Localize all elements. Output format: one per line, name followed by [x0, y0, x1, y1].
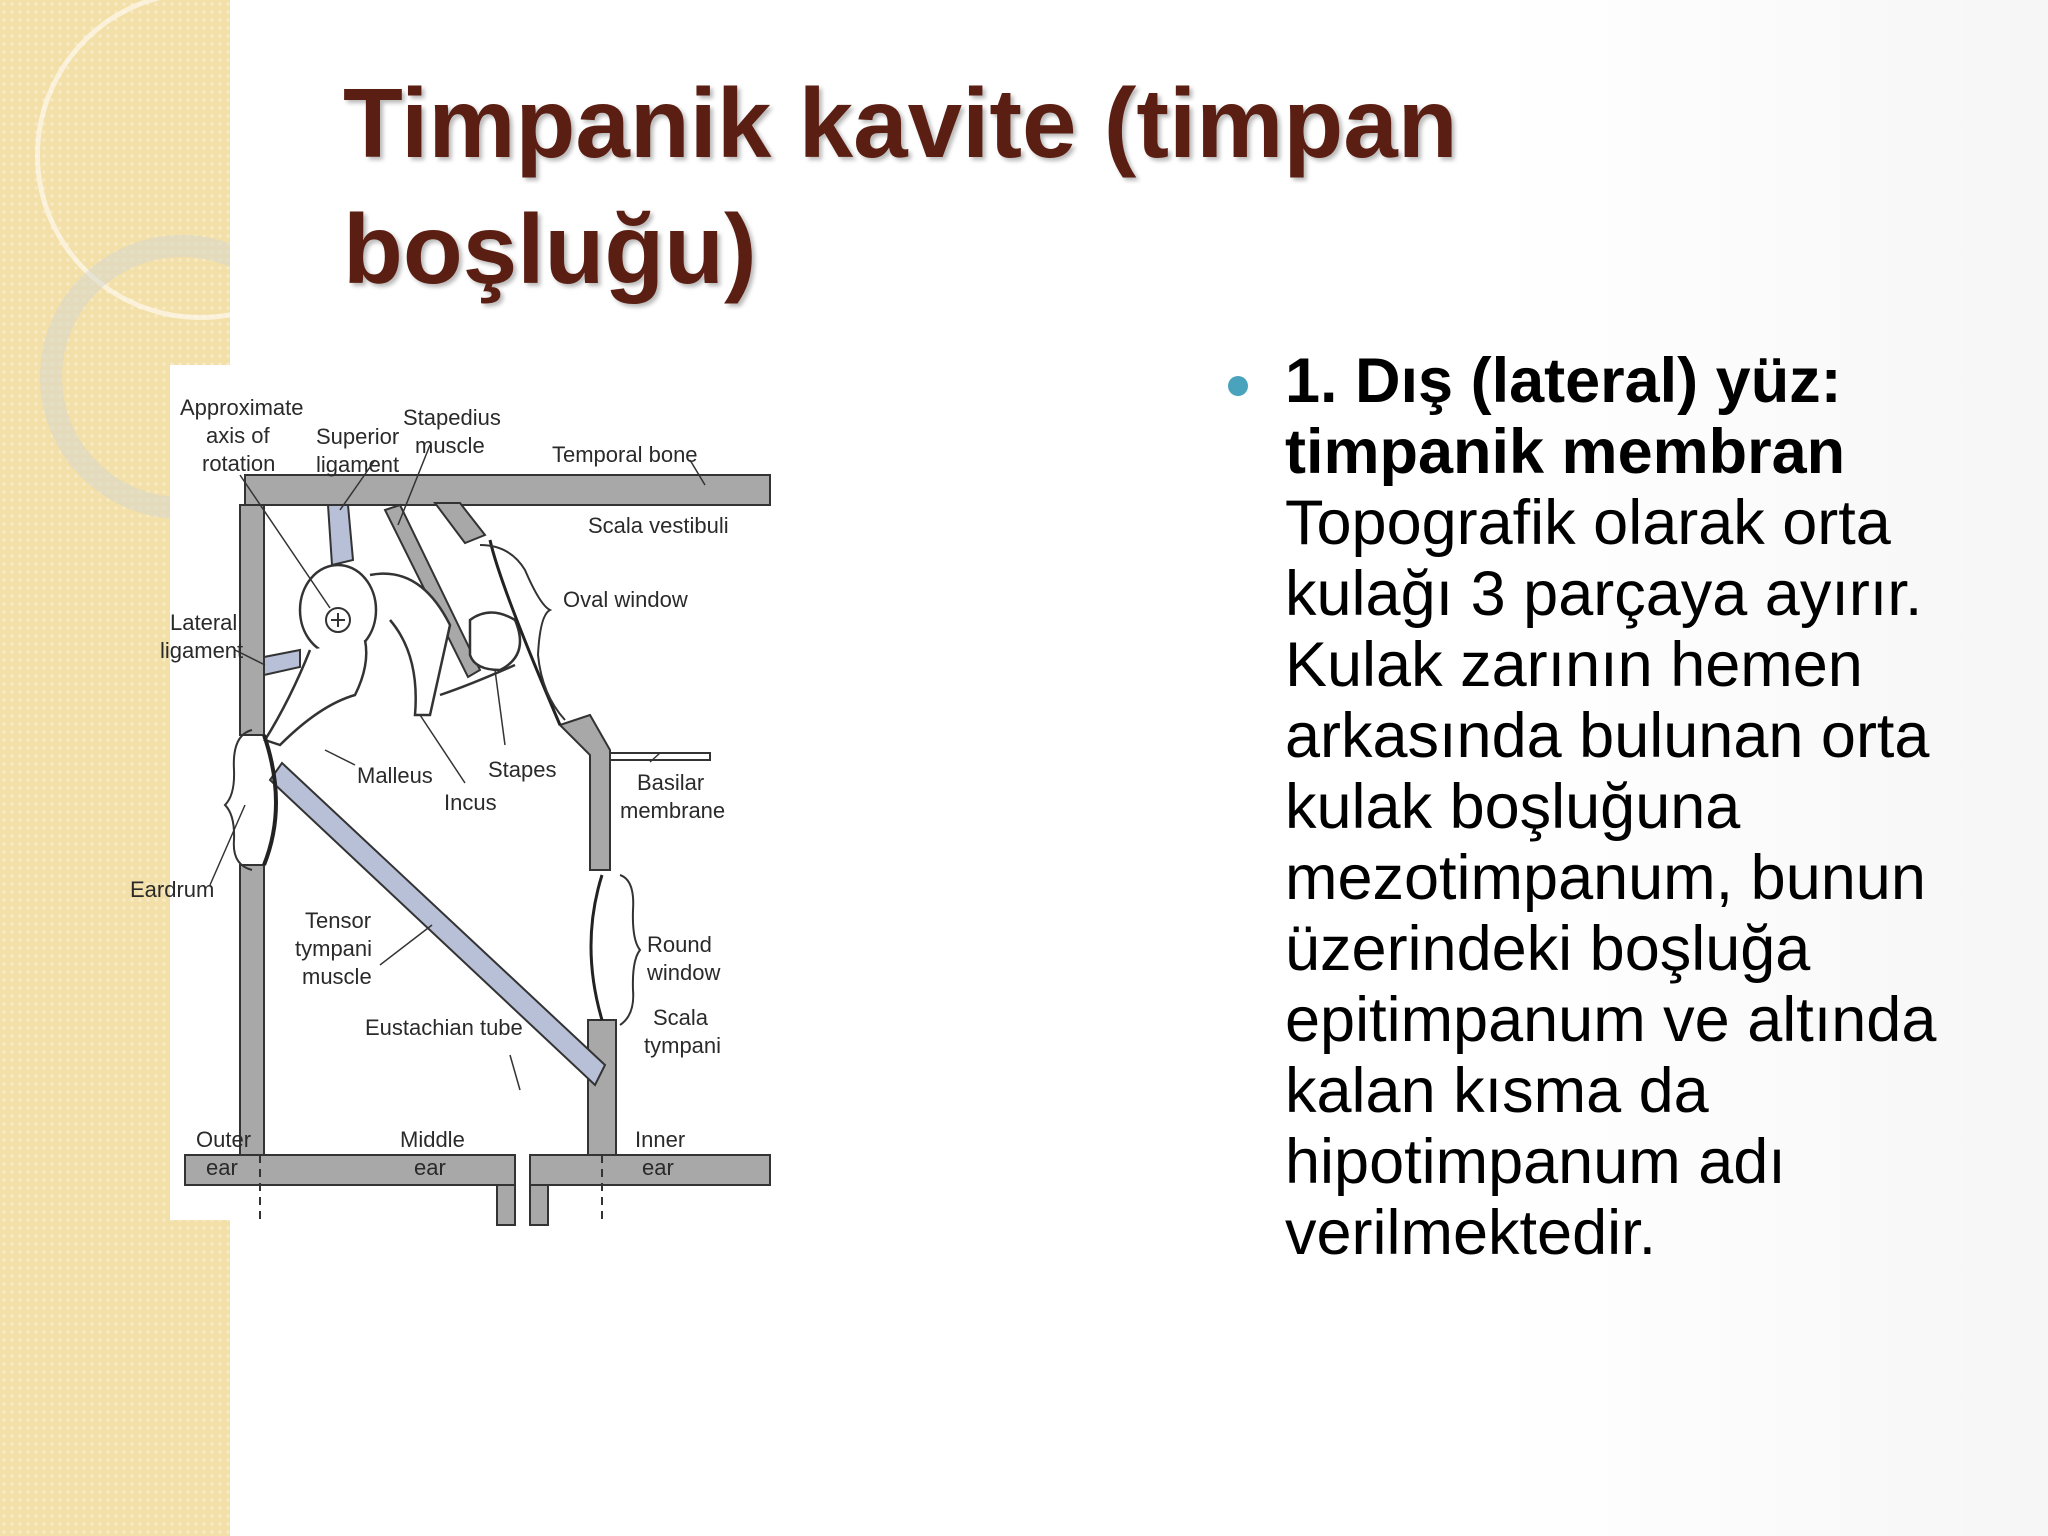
middle-ear-diagram	[130, 365, 940, 1220]
label-axis-1: Approximate	[180, 395, 304, 420]
label-oval-window: Oval window	[563, 587, 688, 612]
label-stapedius-2: muscle	[415, 433, 485, 458]
label-outer-2: ear	[206, 1155, 238, 1180]
label-tensor-1: Tensor	[305, 908, 372, 933]
label-round-2: window	[647, 960, 721, 985]
outer-wall-upper	[240, 505, 264, 735]
bullet-heading: 1. Dış (lateral) yüz: timpanik membran	[1285, 346, 1846, 487]
label-stapes: Stapes	[488, 757, 557, 782]
eardrum-shape	[264, 735, 276, 865]
label-incus: Incus	[444, 790, 497, 815]
label-middle-2: ear	[414, 1155, 446, 1180]
label-middle-1: Middle	[400, 1127, 465, 1152]
label-lateral-2: ligament	[160, 638, 244, 663]
label-tensor-3: muscle	[302, 964, 372, 989]
label-axis-3: rotation	[202, 451, 276, 476]
label-basilar-2: membrane	[620, 798, 726, 823]
label-outer-1: Outer	[196, 1127, 252, 1152]
label-tensor-2: tympani	[295, 936, 373, 961]
label-inner-1: Inner	[635, 1127, 686, 1152]
label-round-1: Round	[647, 932, 712, 957]
eardrum-brace	[225, 730, 252, 870]
eustachian-left-wall	[497, 1185, 515, 1225]
outer-wall-lower	[240, 865, 264, 1155]
inner-wall-upper	[560, 715, 610, 870]
label-scala-vestibuli: Scala vestibuli	[588, 513, 729, 538]
temporal-bone-shape	[245, 475, 770, 505]
label-eustachian: Eustachian tube	[365, 1015, 523, 1040]
label-basilar-1: Basilar	[637, 770, 705, 795]
label-scala-tympani-2: tympani	[644, 1033, 722, 1058]
eustachian-right-wall	[530, 1185, 548, 1225]
label-temporal-bone: Temporal bone	[552, 442, 698, 467]
bullet-body: Topografik olarak orta kulağı 3 parçaya ayırır. Kulak zarının hemen arkasında bulunan orta kulak boşluğuna mezotimpanum, bunun üzerindeki boşluğa epitimpanum ve altında kalan kısma da hipotimpanum adı verilmektedir.	[1285, 488, 1937, 1268]
label-eardrum: Eardrum	[130, 877, 215, 902]
bullet-item	[1285, 346, 2005, 1269]
superior-ligament-shape	[328, 505, 353, 565]
stapes-shape	[470, 613, 520, 671]
middle-ear-diagram-svg	[130, 365, 940, 1220]
label-lateral-1: Lateral	[170, 610, 238, 635]
bullet-dot-icon	[1228, 376, 1248, 396]
label-superior-1: Superior	[316, 424, 400, 449]
label-malleus: Malleus	[357, 763, 433, 788]
stapedius-block	[435, 503, 485, 543]
slide-title: Timpanik kavite (timpan boşluğu)	[343, 68, 1458, 304]
inner-wall-lower	[588, 1020, 616, 1155]
tensor-leader	[380, 925, 432, 965]
label-axis-2: axis of	[206, 423, 270, 448]
round-window-membrane	[591, 875, 602, 1020]
label-scala-tympani-1: Scala	[653, 1005, 709, 1030]
round-window-brace	[620, 875, 640, 1025]
stapes-leader	[495, 670, 505, 745]
label-stapedius-1: Stapedius	[403, 405, 501, 430]
label-inner-2: ear	[642, 1155, 674, 1180]
basilar-membrane-shape	[610, 753, 710, 760]
malleus-leader	[325, 750, 355, 765]
label-superior-2: ligament	[316, 452, 400, 477]
lateral-ligament-shape	[264, 650, 300, 675]
eustachian-leader	[510, 1055, 520, 1090]
